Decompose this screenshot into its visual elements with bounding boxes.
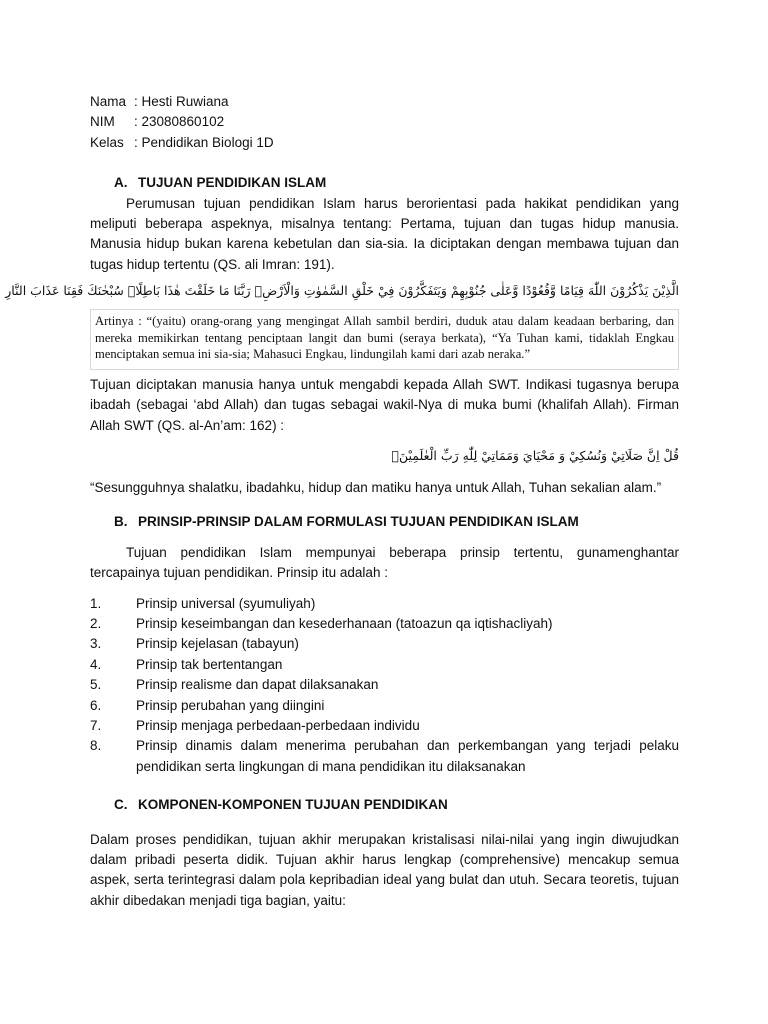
nim-label: NIM bbox=[90, 114, 115, 130]
list-item bbox=[90, 655, 679, 675]
list-item bbox=[90, 634, 679, 654]
document-body bbox=[5, 92, 679, 911]
section-c-title: KOMPONEN-KOMPONEN TUJUAN PENDIDIKAN bbox=[138, 797, 448, 813]
list-item-text: Prinsip dinamis dalam menerima perubahan dan perkembangan yang terjadi pelaku pendidikan serta lingkungan di mana pendidikan itu dilaksanakan bbox=[136, 738, 679, 774]
list-item bbox=[90, 696, 679, 716]
section-a-paragraph-1: Perumusan tujuan pendidikan Islam harus berorientasi pada hakikat pendidikan yang meliputi beberapa aspeknya, misalnya tentang: Pertama, tujuan dan tugas hidup manusia. Manusia hidup bukan karena kebetulan dan sia-sia. Ia diciptakan dengan membawa tujuan dan tugas hidup tertentu (QS. ali Imran: 191). bbox=[90, 195, 679, 272]
list-item-number: 6. bbox=[90, 697, 102, 713]
list-item bbox=[90, 716, 679, 736]
section-b-title: PRINSIP-PRINSIP DALAM FORMULASI TUJUAN PENDIDIKAN ISLAM bbox=[138, 514, 579, 530]
section-b-letter: B. bbox=[114, 514, 128, 530]
section-a-paragraph-2: Tujuan diciptakan manusia hanya untuk mengabdi kepada Allah SWT. Indikasi tugasnya berupa ibadah (sebagai ‘abd Allah) dan tugas sebagai wakil-Nya di muka bumi (khalifah Allah). Firman Allah SWT (QS. al-An’am: 162) : bbox=[90, 376, 679, 433]
section-c-heading bbox=[90, 795, 679, 815]
list-item-text: Prinsip realisme dan dapat dilaksanakan bbox=[136, 677, 379, 693]
section-b-intro: Tujuan pendidikan Islam mempunyai beberapa prinsip tertentu, gunamenghantar tercapainya tujuan pendidikan. Prinsip itu adalah : bbox=[90, 544, 679, 581]
arabic-verse-al-anam: قُلْ اِنَّ صَلَاتِيْ وَنُسُكِيْ وَ مَحْيَايَ وَمَمَاتِيْ لِلّٰهِ رَبِّ الْعٰلَمِيْنَۙ bbox=[391, 447, 679, 463]
principles-list bbox=[90, 594, 679, 778]
list-item-number: 1. bbox=[90, 595, 102, 611]
list-item-number: 3. bbox=[90, 636, 102, 652]
section-a-heading bbox=[90, 173, 679, 193]
list-item-text: Prinsip keseimbangan dan kesederhanaan (tatoazun qa iqtishacliyah) bbox=[136, 616, 553, 631]
student-info bbox=[90, 92, 679, 153]
list-item bbox=[90, 614, 679, 634]
verse-translation-quote: “Sesungguhnya shalatku, ibadahku, hidup dan matiku hanya untuk Allah, Tuhan sekalian alam.” bbox=[90, 479, 662, 495]
list-item-number: 5. bbox=[90, 677, 102, 693]
nama-value: : Hesti Ruwiana bbox=[134, 94, 229, 109]
kelas-value: : Pendidikan Biologi 1D bbox=[134, 134, 274, 150]
list-item-number: 8. bbox=[90, 738, 102, 754]
nama-label: Nama bbox=[90, 94, 127, 109]
arabic-verse-ali-imran: الَّذِيْنَ يَذْكُرُوْنَ اللّٰهَ قِيَامًا وَّقُعُوْدًا وَّعَلٰى جُنُوْبِهِمْ وَيَتَفَكَّرُوْنَ فِيْ خَلْقِ السَّمٰوٰتِ وَالْاَرْضِۚ رَبَّنَا مَا خَلَقْتَ هٰذَا بَاطِلًاۚ سُبْحٰنَكَ فَقِنَا عَذَابَ النَّارِ bbox=[5, 283, 679, 299]
section-a-letter: A. bbox=[114, 175, 128, 191]
list-item-number: 4. bbox=[90, 656, 102, 672]
info-row-kelas bbox=[90, 133, 679, 153]
translation-box: Artinya : “(yaitu) orang-orang yang mengingat Allah sambil berdiri, duduk atau dalam keadaan berbaring, dan mereka memikirkan tentang penciptaan langit dan bumi (seraya berkata), “Ya Tuhan kami, tidaklah Engkau menciptakan semua ini sia-sia; Mahasuci Engkau, lindungilah kami dari azab neraka.” bbox=[90, 309, 679, 370]
section-b-heading bbox=[90, 512, 679, 532]
list-item-number: 7. bbox=[90, 718, 102, 734]
section-c-paragraph: Dalam proses pendidikan, tujuan akhir merupakan kristalisasi nilai-nilai yang ingin diwujudkan dalam pribadi peserta didik. Tujuan akhir harus lengkap (comprehensive) mencakup semua aspek, serta terintegrasi dalam pola kepribadian ideal yang bulat dan utuh. Secara teoretis, tujuan akhir dibedakan menjadi tiga bagian, yaitu: bbox=[90, 831, 679, 908]
list-item-text: Prinsip tak bertentangan bbox=[136, 656, 283, 672]
section-c-letter: C. bbox=[114, 797, 128, 813]
list-item-text: Prinsip menjaga perbedaan-perbedaan individu bbox=[136, 718, 420, 734]
nim-value: : 23080860102 bbox=[134, 114, 225, 130]
section-a-title: TUJUAN PENDIDIKAN ISLAM bbox=[138, 175, 327, 191]
list-item-text: Prinsip universal (syumuliyah) bbox=[136, 595, 316, 611]
list-item bbox=[90, 594, 679, 614]
info-row-nim bbox=[90, 112, 679, 132]
list-item-text: Prinsip perubahan yang diingini bbox=[136, 697, 325, 713]
list-item-number: 2. bbox=[90, 616, 102, 631]
kelas-label: Kelas bbox=[90, 134, 124, 150]
list-item bbox=[90, 736, 679, 777]
list-item bbox=[90, 675, 679, 695]
list-item-text: Prinsip kejelasan (tabayun) bbox=[136, 636, 299, 652]
info-row-nama bbox=[90, 92, 679, 112]
